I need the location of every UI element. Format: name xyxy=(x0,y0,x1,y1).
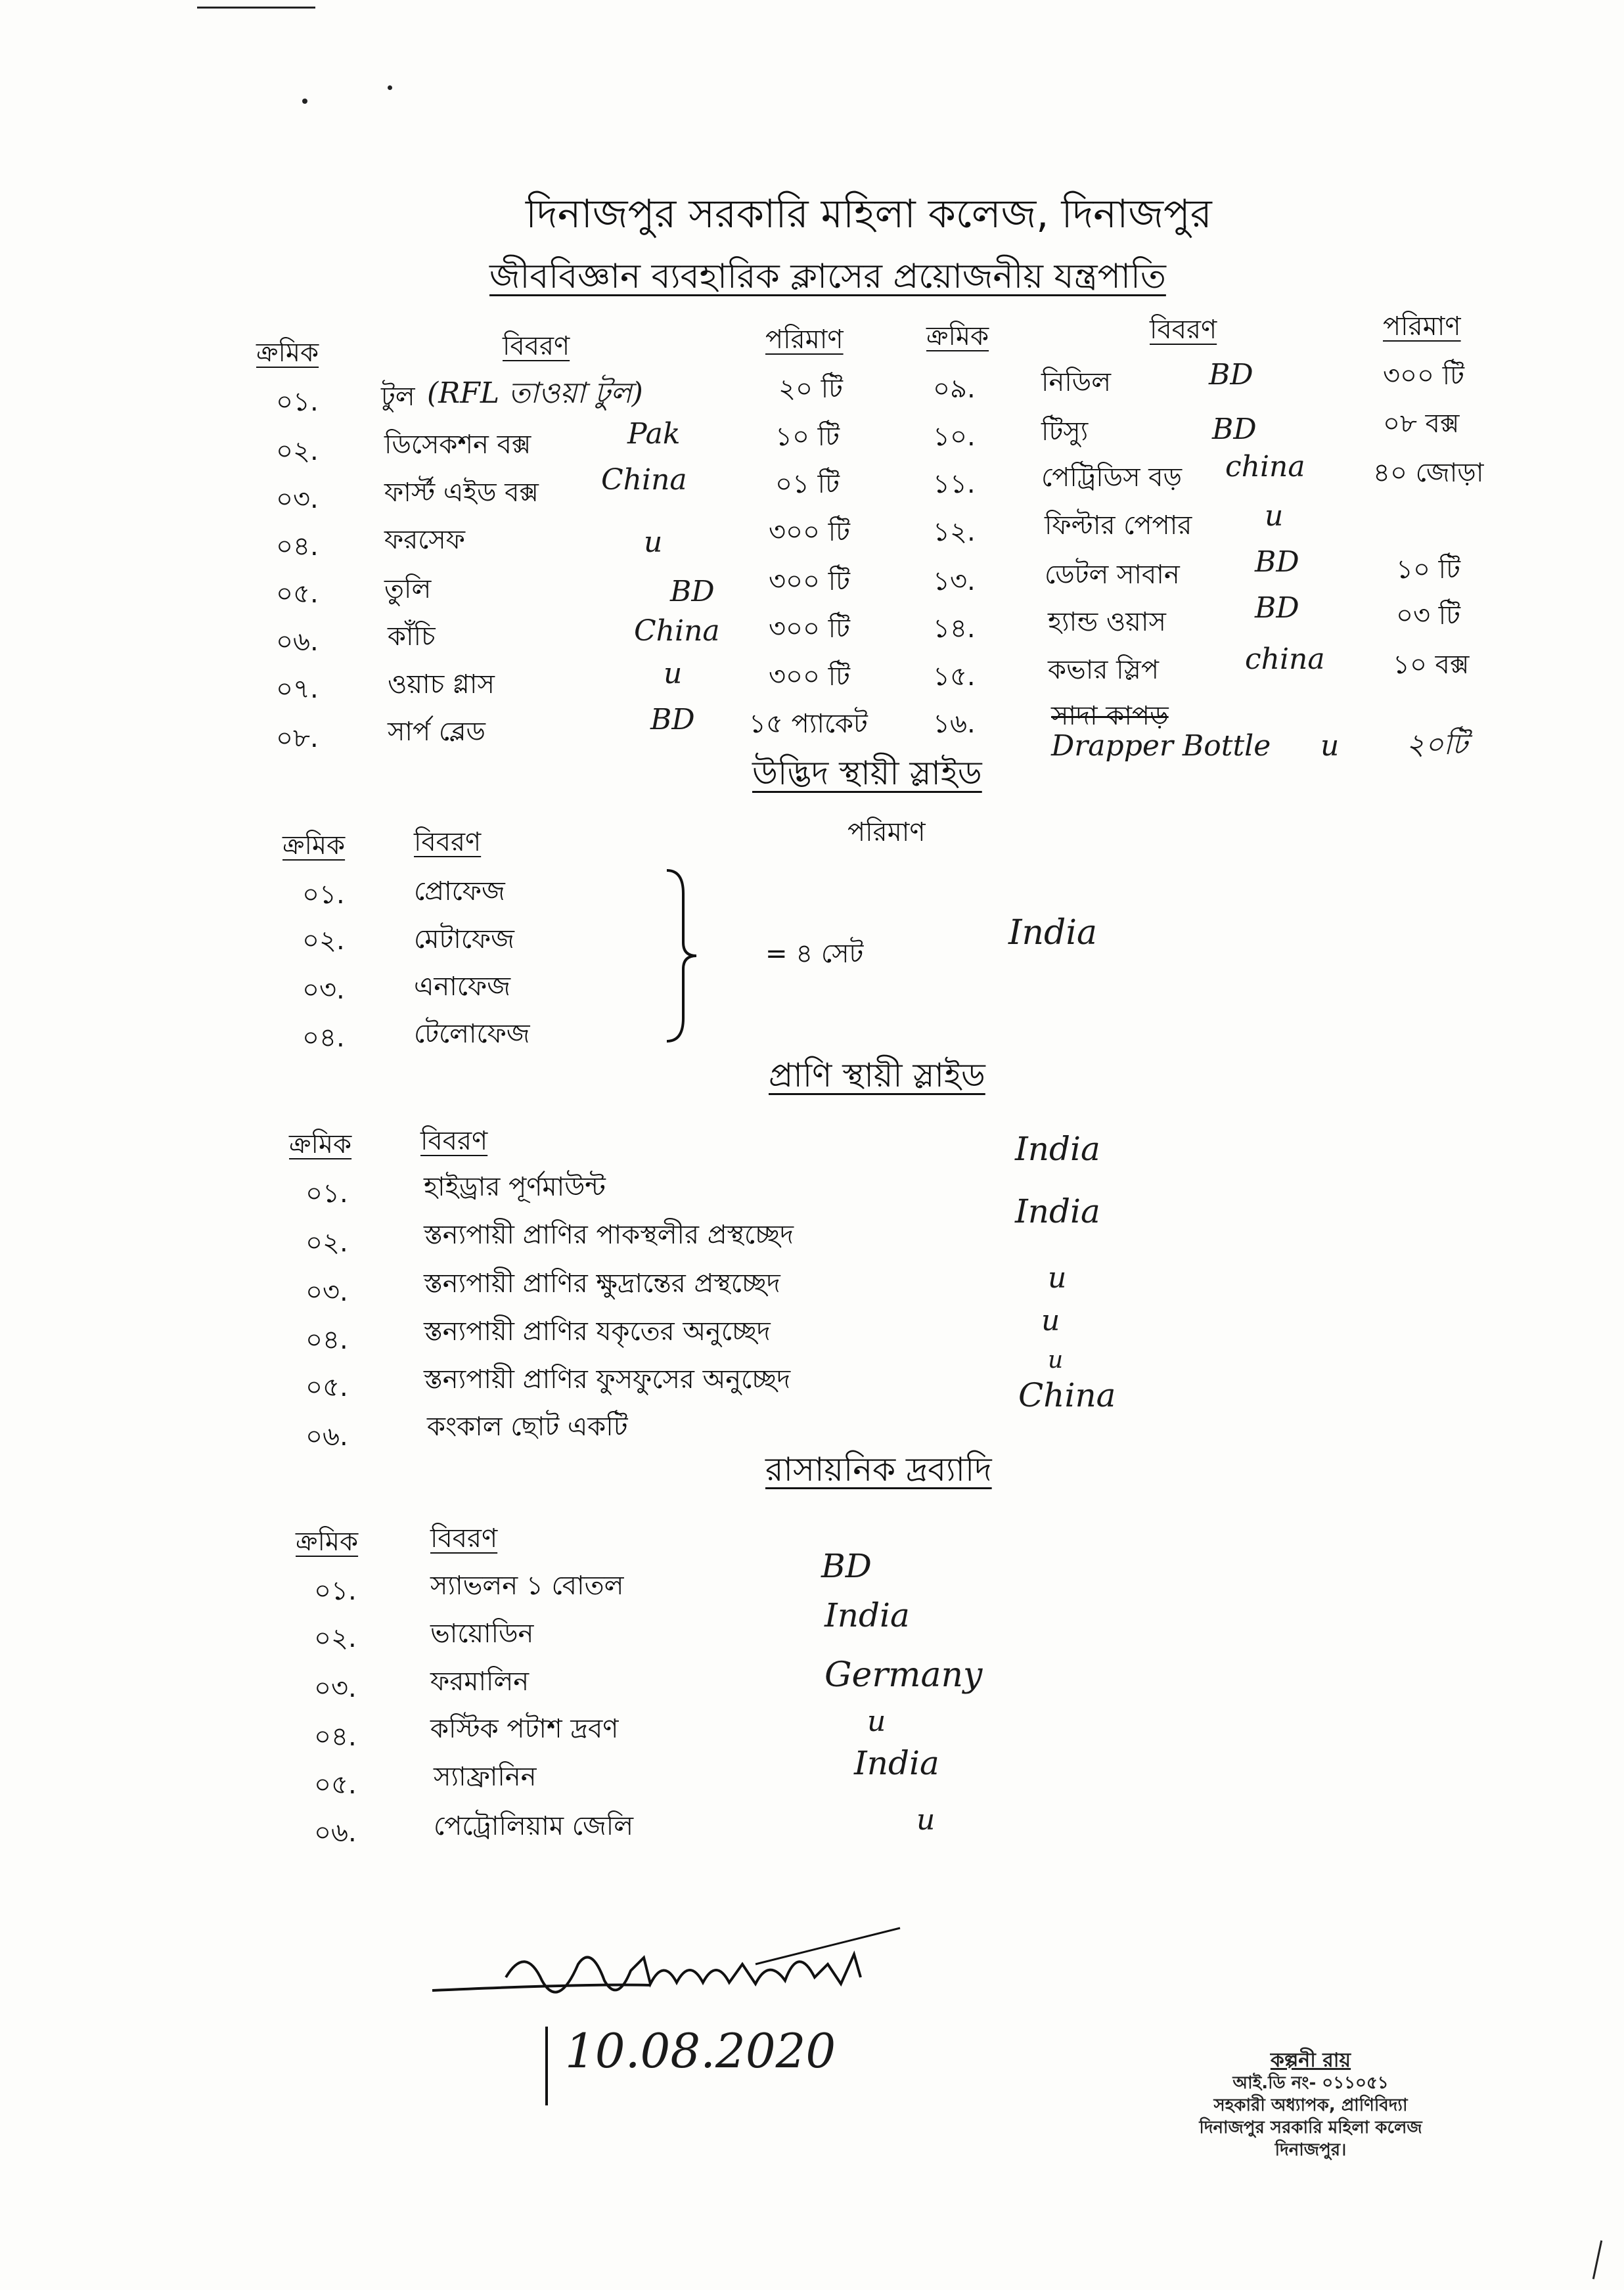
item-name: পেট্রোলিয়াম জেলি xyxy=(434,1811,634,1841)
handwritten-note: BD xyxy=(821,1547,872,1585)
stamp-designation: সহকারী অধ্যাপক, প্রাণিবিদ্যা xyxy=(1213,2096,1408,2115)
serial: ১০. xyxy=(933,422,976,452)
animal-slides-title: প্রাণি স্থায়ী স্লাইড xyxy=(769,1056,985,1094)
handwritten-note: India xyxy=(1015,1130,1100,1168)
serial: ০১. xyxy=(302,880,345,910)
serial: ০১. xyxy=(314,1576,357,1606)
item-name-struck: সাদা কাপড় xyxy=(1051,701,1169,731)
quantity: ০৮ বক্স xyxy=(1383,409,1460,439)
quantity: ২০ টি xyxy=(778,374,843,404)
scan-dot xyxy=(302,99,307,104)
serial: ১৬. xyxy=(933,709,976,739)
plant-serial-header: ক্রমিক xyxy=(282,830,346,861)
chemicals-description-header: বিবরণ xyxy=(430,1523,498,1554)
serial: ১৫. xyxy=(933,662,976,692)
handwritten-note: u xyxy=(1048,1261,1067,1295)
serial: ০৩. xyxy=(276,484,319,514)
item-name: স্তন্যপায়ী প্রাণির যকৃতের অনুচ্ছেদ xyxy=(424,1316,771,1347)
handwritten-replacement: Drapper Bottle xyxy=(1051,729,1271,763)
handwritten-note: BD xyxy=(1212,413,1257,446)
scan-mark xyxy=(1592,2240,1602,2279)
serial: ০৪. xyxy=(276,531,319,562)
quantity: ৩০০ টি xyxy=(769,566,850,596)
quantity: ৩০০ টি xyxy=(1383,361,1464,391)
item-name: এনাফেজ xyxy=(414,972,510,1002)
handwritten-note: u xyxy=(916,1803,936,1837)
scan-dot xyxy=(388,85,392,90)
serial: ০২. xyxy=(314,1623,357,1653)
handwritten-note: India xyxy=(824,1596,910,1634)
handwritten-note: China xyxy=(1018,1376,1116,1414)
serial: ১২. xyxy=(933,517,976,547)
handwritten-note: India xyxy=(854,1744,939,1782)
item-name: প্রোফেজ xyxy=(414,876,505,907)
handwritten-note: India xyxy=(1015,1192,1100,1230)
handwritten-note: Pak xyxy=(627,417,681,451)
item-name: কভার স্লিপ xyxy=(1048,655,1160,685)
handwritten-note: china xyxy=(1225,450,1305,483)
left-serial-header: ক্রমিক xyxy=(256,338,319,368)
item-name: ডেটল সাবান xyxy=(1045,560,1180,590)
item-name: ফরসেফ xyxy=(384,525,465,555)
college-title: দিনাজপুর সরকারি মহিলা কলেজ, দিনাজপুর xyxy=(526,191,1212,237)
plant-description-header: বিবরণ xyxy=(414,827,482,857)
handwritten-note: u xyxy=(644,526,663,559)
serial: ০২. xyxy=(276,436,319,466)
serial: ০৯. xyxy=(933,374,976,404)
left-quantity-header: পরিমাণ xyxy=(765,325,844,355)
right-serial-header: ক্রমিক xyxy=(926,321,989,351)
serial: ০১. xyxy=(276,387,319,417)
curly-brace-icon xyxy=(660,867,700,1044)
handwritten-note: u xyxy=(1320,729,1340,763)
serial: ০৬. xyxy=(305,1422,348,1452)
plant-slides-quantity: = ৪ সেট xyxy=(765,939,864,969)
chemicals-serial-header: ক্রমিক xyxy=(296,1527,359,1557)
item-name: টিস্যু xyxy=(1041,416,1089,447)
plant-slides-title: উদ্ভিদ স্থায়ী স্লাইড xyxy=(752,754,982,792)
serial: ০৪. xyxy=(305,1325,348,1355)
serial: ০২. xyxy=(302,926,345,956)
handwritten-note: BD xyxy=(650,703,695,736)
handwritten-note: China xyxy=(601,463,687,497)
item-name: স্যাফ্রানিন xyxy=(434,1762,537,1792)
quantity: ৩০০ টি xyxy=(769,517,850,547)
scan-mark xyxy=(197,7,315,9)
item-name: ফার্স্ট এইড বক্স xyxy=(384,478,539,508)
serial: ০৪. xyxy=(314,1722,357,1752)
serial: ১১. xyxy=(933,469,976,499)
item-name: কংকাল ছোট একটি xyxy=(427,1412,628,1442)
serial: ০৪. xyxy=(302,1023,345,1053)
serial: ০৩. xyxy=(314,1673,357,1703)
quantity: ০১ টি xyxy=(775,469,840,499)
handwritten-note: u xyxy=(1041,1304,1060,1337)
serial: ০৩. xyxy=(302,975,345,1005)
handwritten-note: (RFL তাওয়া টুল) xyxy=(427,376,643,410)
quantity: ৪০ জোড়া xyxy=(1373,458,1484,488)
handwritten-note: BD xyxy=(670,575,715,608)
serial: ০৭. xyxy=(276,674,319,704)
handwritten-note: u xyxy=(664,657,683,690)
item-name: ফিল্টার পেপার xyxy=(1045,510,1192,541)
item-name: ফরমালিন xyxy=(430,1667,530,1697)
serial: ১৩. xyxy=(933,566,976,596)
quantity: ০৩ টি xyxy=(1396,600,1460,631)
item-name: হাইড্রার পূর্ণমাউন্ট xyxy=(424,1172,606,1202)
handwritten-note: Germany xyxy=(824,1655,983,1695)
handwritten-note: u xyxy=(1265,499,1284,533)
right-description-header: বিবরণ xyxy=(1150,315,1217,345)
quantity: ১০ টি xyxy=(775,422,840,452)
quantity: ১৫ প্যাকেট xyxy=(749,709,868,739)
plant-quantity-header: পরিমাণ xyxy=(847,817,926,847)
signature-date: 10.08.2020 xyxy=(565,2023,836,2078)
handwritten-note: China xyxy=(634,614,720,648)
quantity: ৩০০ টি xyxy=(769,662,850,692)
item-name: স্যাভলন ১ বোতল xyxy=(430,1571,624,1601)
serial: ১৪. xyxy=(933,614,976,644)
equipment-subtitle: জীববিজ্ঞান ব্যবহারিক ক্লাসের প্রয়োজনীয় যন্ত্রপাতি xyxy=(489,257,1166,296)
stamp-name: কল্পনী রায় xyxy=(1270,2049,1351,2072)
item-name: টেলোফেজ xyxy=(414,1019,530,1049)
item-name: ভায়োডিন xyxy=(430,1619,534,1649)
item-name: সার্প ব্লেড xyxy=(388,717,485,747)
serial: ০৮. xyxy=(276,723,319,753)
official-stamp xyxy=(1156,2050,1465,2161)
item-name: টুল xyxy=(381,382,415,412)
item-name: স্তন্যপায়ী প্রাণির ফুসফুসের অনুচ্ছেদ xyxy=(424,1364,791,1395)
stamp-city: দিনাজপুর। xyxy=(1274,2140,1347,2160)
item-name: ওয়াচ গ্লাস xyxy=(388,669,495,700)
handwritten-note: BD xyxy=(1255,591,1299,625)
stamp-college: দিনাজপুর সরকারি মহিলা কলেজ xyxy=(1199,2118,1422,2138)
serial: ০৬. xyxy=(276,627,319,657)
left-description-header: বিবরণ xyxy=(503,331,570,361)
quantity: ২০টি xyxy=(1406,728,1468,761)
handwritten-note: u xyxy=(1048,1347,1064,1374)
quantity: ৩০০ টি xyxy=(769,614,850,644)
right-quantity-header: পরিমাণ xyxy=(1383,311,1461,342)
stamp-id: আই.ডি নং- ০১১০৫১ xyxy=(1232,2073,1389,2093)
serial: ০৫. xyxy=(314,1770,357,1800)
chemicals-title: রাসায়নিক দ্রব্যাদি xyxy=(765,1450,992,1489)
serial: ০৫. xyxy=(276,579,319,609)
handwritten-note: u xyxy=(867,1705,886,1738)
serial: ০৫. xyxy=(305,1372,348,1403)
item-name: পেট্রিডিস বড় xyxy=(1041,462,1183,493)
item-name: কস্টিক পটাশ দ্রবণ xyxy=(430,1714,619,1744)
item-name: কাঁচি xyxy=(388,621,436,652)
item-name: স্তন্যপায়ী প্রাণির পাকস্থলীর প্রস্থচ্ছেদ xyxy=(424,1220,794,1250)
item-name: তুলি xyxy=(384,574,432,604)
handwritten-note: china xyxy=(1245,642,1325,676)
item-name: মেটাফেজ xyxy=(414,924,514,954)
date-bracket xyxy=(545,2027,554,2105)
item-name: স্তন্যপায়ী প্রাণির ক্ষুদ্রান্তের প্রস্থচ্ছেদ xyxy=(424,1268,780,1299)
plant-slides-origin: India xyxy=(1008,913,1097,953)
item-name: হ্যান্ড ওয়াস xyxy=(1048,607,1166,637)
item-name: ডিসেকশন বক্স xyxy=(384,430,531,460)
animal-description-header: বিবরণ xyxy=(420,1126,488,1156)
quantity: ১০ বক্স xyxy=(1393,650,1470,680)
handwritten-note: BD xyxy=(1255,545,1299,579)
serial: ০৩. xyxy=(305,1277,348,1307)
quantity: ১০ টি xyxy=(1396,554,1460,585)
serial: ০১. xyxy=(305,1179,348,1209)
handwritten-note: BD xyxy=(1209,358,1253,392)
animal-serial-header: ক্রমিক xyxy=(289,1129,352,1159)
serial: ০৬. xyxy=(314,1818,357,1848)
serial: ০২. xyxy=(305,1228,348,1258)
item-name: নিডিল xyxy=(1041,367,1112,397)
